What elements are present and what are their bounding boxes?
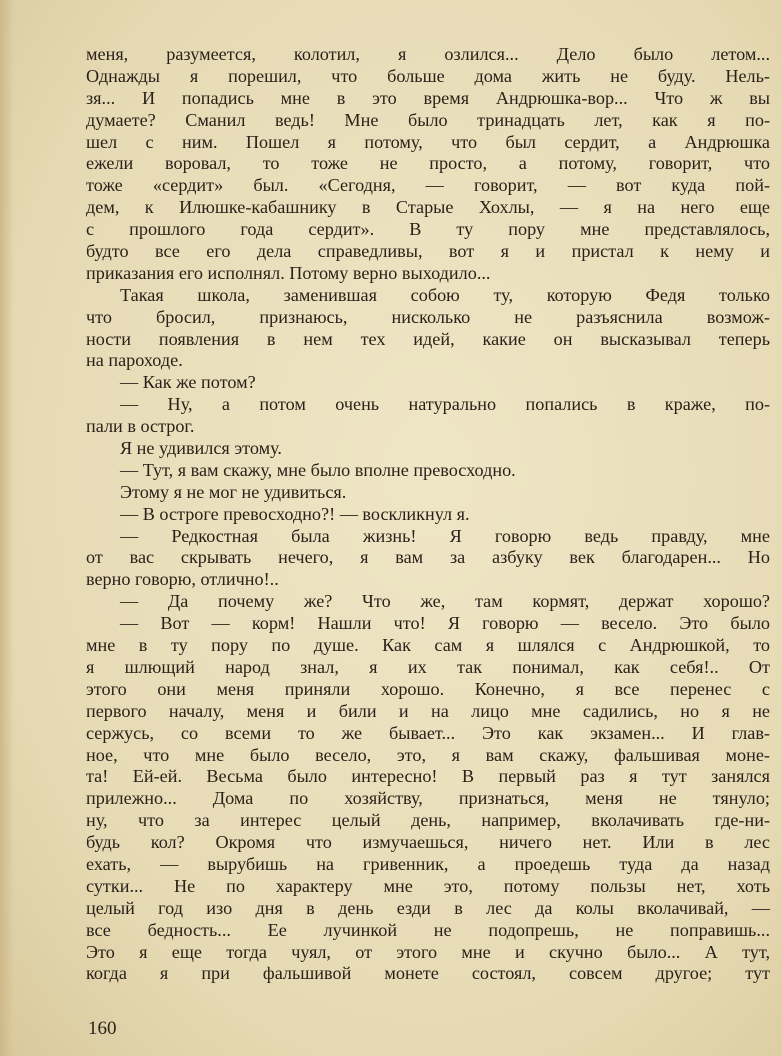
text-line: сержусь, со всеми то же бывает... Это как экзамен... И глав- (86, 722, 770, 743)
text-line: будто все его дела справедливы, вот я и пристал к нему и (86, 241, 770, 262)
text-line: сутки... Не по характеру мне это, потому пользы нет, хоть (86, 875, 770, 896)
text-line: — Редкостная была жизнь! Я говорю ведь правду, мне (120, 525, 770, 546)
text-line: меня, разумеется, колотил, я озлился... Дело было летом... (86, 44, 770, 64)
text-line: я шлющий народ знал, я их так понимал, как себя!.. От (86, 656, 770, 677)
text-line: думаете? Сманил ведь! Мне было тринадцать лет, как я по- (86, 109, 770, 130)
text-line: будь кол? Окромя что измучаешься, ничего нет. Или в лес (86, 832, 770, 853)
page-number: 160 (88, 1018, 117, 1039)
text-line: верно говорю, отлично!.. (86, 569, 279, 590)
text-line: — Как же потом? (120, 372, 256, 393)
text-line: Такая школа, заменившая собою ту, которую Федя только (120, 284, 770, 305)
text-line: шел с ним. Пошел я потому, что был сердит, а Андрюшка (86, 131, 770, 152)
text-line: с прошлого года сердит». В ту пору мне представлялось, (86, 219, 770, 240)
text-line: дем, к Илюшке-кабашнику в Старые Хохлы, — я на него еще (86, 197, 770, 218)
text-line: ности появления в нем тех идей, какие он высказывал теперь (86, 328, 770, 349)
text-line: мне в ту пору по душе. Как сам я шлялся с Андрюшкой, то (86, 635, 770, 656)
text-line: Этому я не мог не удивиться. (120, 481, 347, 502)
text-line: — Тут, я вам скажу, мне было вполне превосходно. (120, 459, 516, 480)
text-line: что бросил, признаюсь, нисколько не разъяснила возмож- (86, 306, 770, 327)
text-line: та! Ей-ей. Весьма было интересно! В первый раз я тут занялся (86, 766, 770, 787)
text-line: приказания его исполнял. Потому верно выходило... (86, 262, 491, 283)
text-line: этого они меня приняли хорошо. Конечно, я все перенес с (86, 678, 770, 699)
text-line: — Вот — корм! Нашли что! Я говорю — весело. Это было (120, 613, 770, 634)
text-line: прилежно... Дома по хозяйству, признаться, меня не тянуло; (86, 788, 770, 809)
text-line: целый год изо дня в день езди в лес да колы вколачивай, — (86, 897, 770, 918)
text-line: первого началу, меня и били и на лицо мне садились, но я не (86, 700, 770, 721)
text-line: все бедность... Ее лучинкой не подопрешь, не поправишь... (86, 919, 770, 940)
text-line: зя... И попадись мне в это время Андрюшка-вор... Что ж вы (86, 87, 770, 108)
text-line: от вас скрывать нечего, я вам за азбуку век благодарен... Но (86, 547, 770, 568)
text-line: — Ну, а потом очень натурально попались в краже, по- (120, 394, 770, 415)
page-edge-shadow (0, 0, 14, 1056)
text-line: Это я еще тогда чуял, от этого мне и скучно было... А тут, (86, 941, 770, 962)
text-line: когда я при фальшивой монете состоял, совсем другое; тут (86, 963, 770, 984)
text-line: на пароходе. (86, 350, 183, 371)
text-line: ехать, — вырубишь на гривенник, а проедешь туда да назад (86, 853, 770, 874)
text-line: ное, что мне было весело, это, я вам скажу, фальшивая моне- (86, 744, 770, 765)
text-line: пали в острог. (86, 416, 195, 437)
text-line: ежели воровал, то тоже не просто, а потому, говорит, что (86, 153, 770, 174)
text-line: ну, что за интерес целый день, например, вколачивать где-ни- (86, 810, 770, 831)
body-text (86, 44, 770, 985)
text-line: Я не удивился этому. (120, 438, 282, 459)
text-line: Однажды я порешил, что больше дома жить не буду. Нель- (86, 65, 770, 86)
text-line: — Да почему же? Что же, там кормят, держат хорошо? (120, 591, 770, 612)
text-line: — В остроге превосходно?! — воскликнул я. (120, 503, 470, 524)
text-line: тоже «сердит» был. «Сегодня, — говорит, — вот куда пой- (86, 175, 770, 196)
